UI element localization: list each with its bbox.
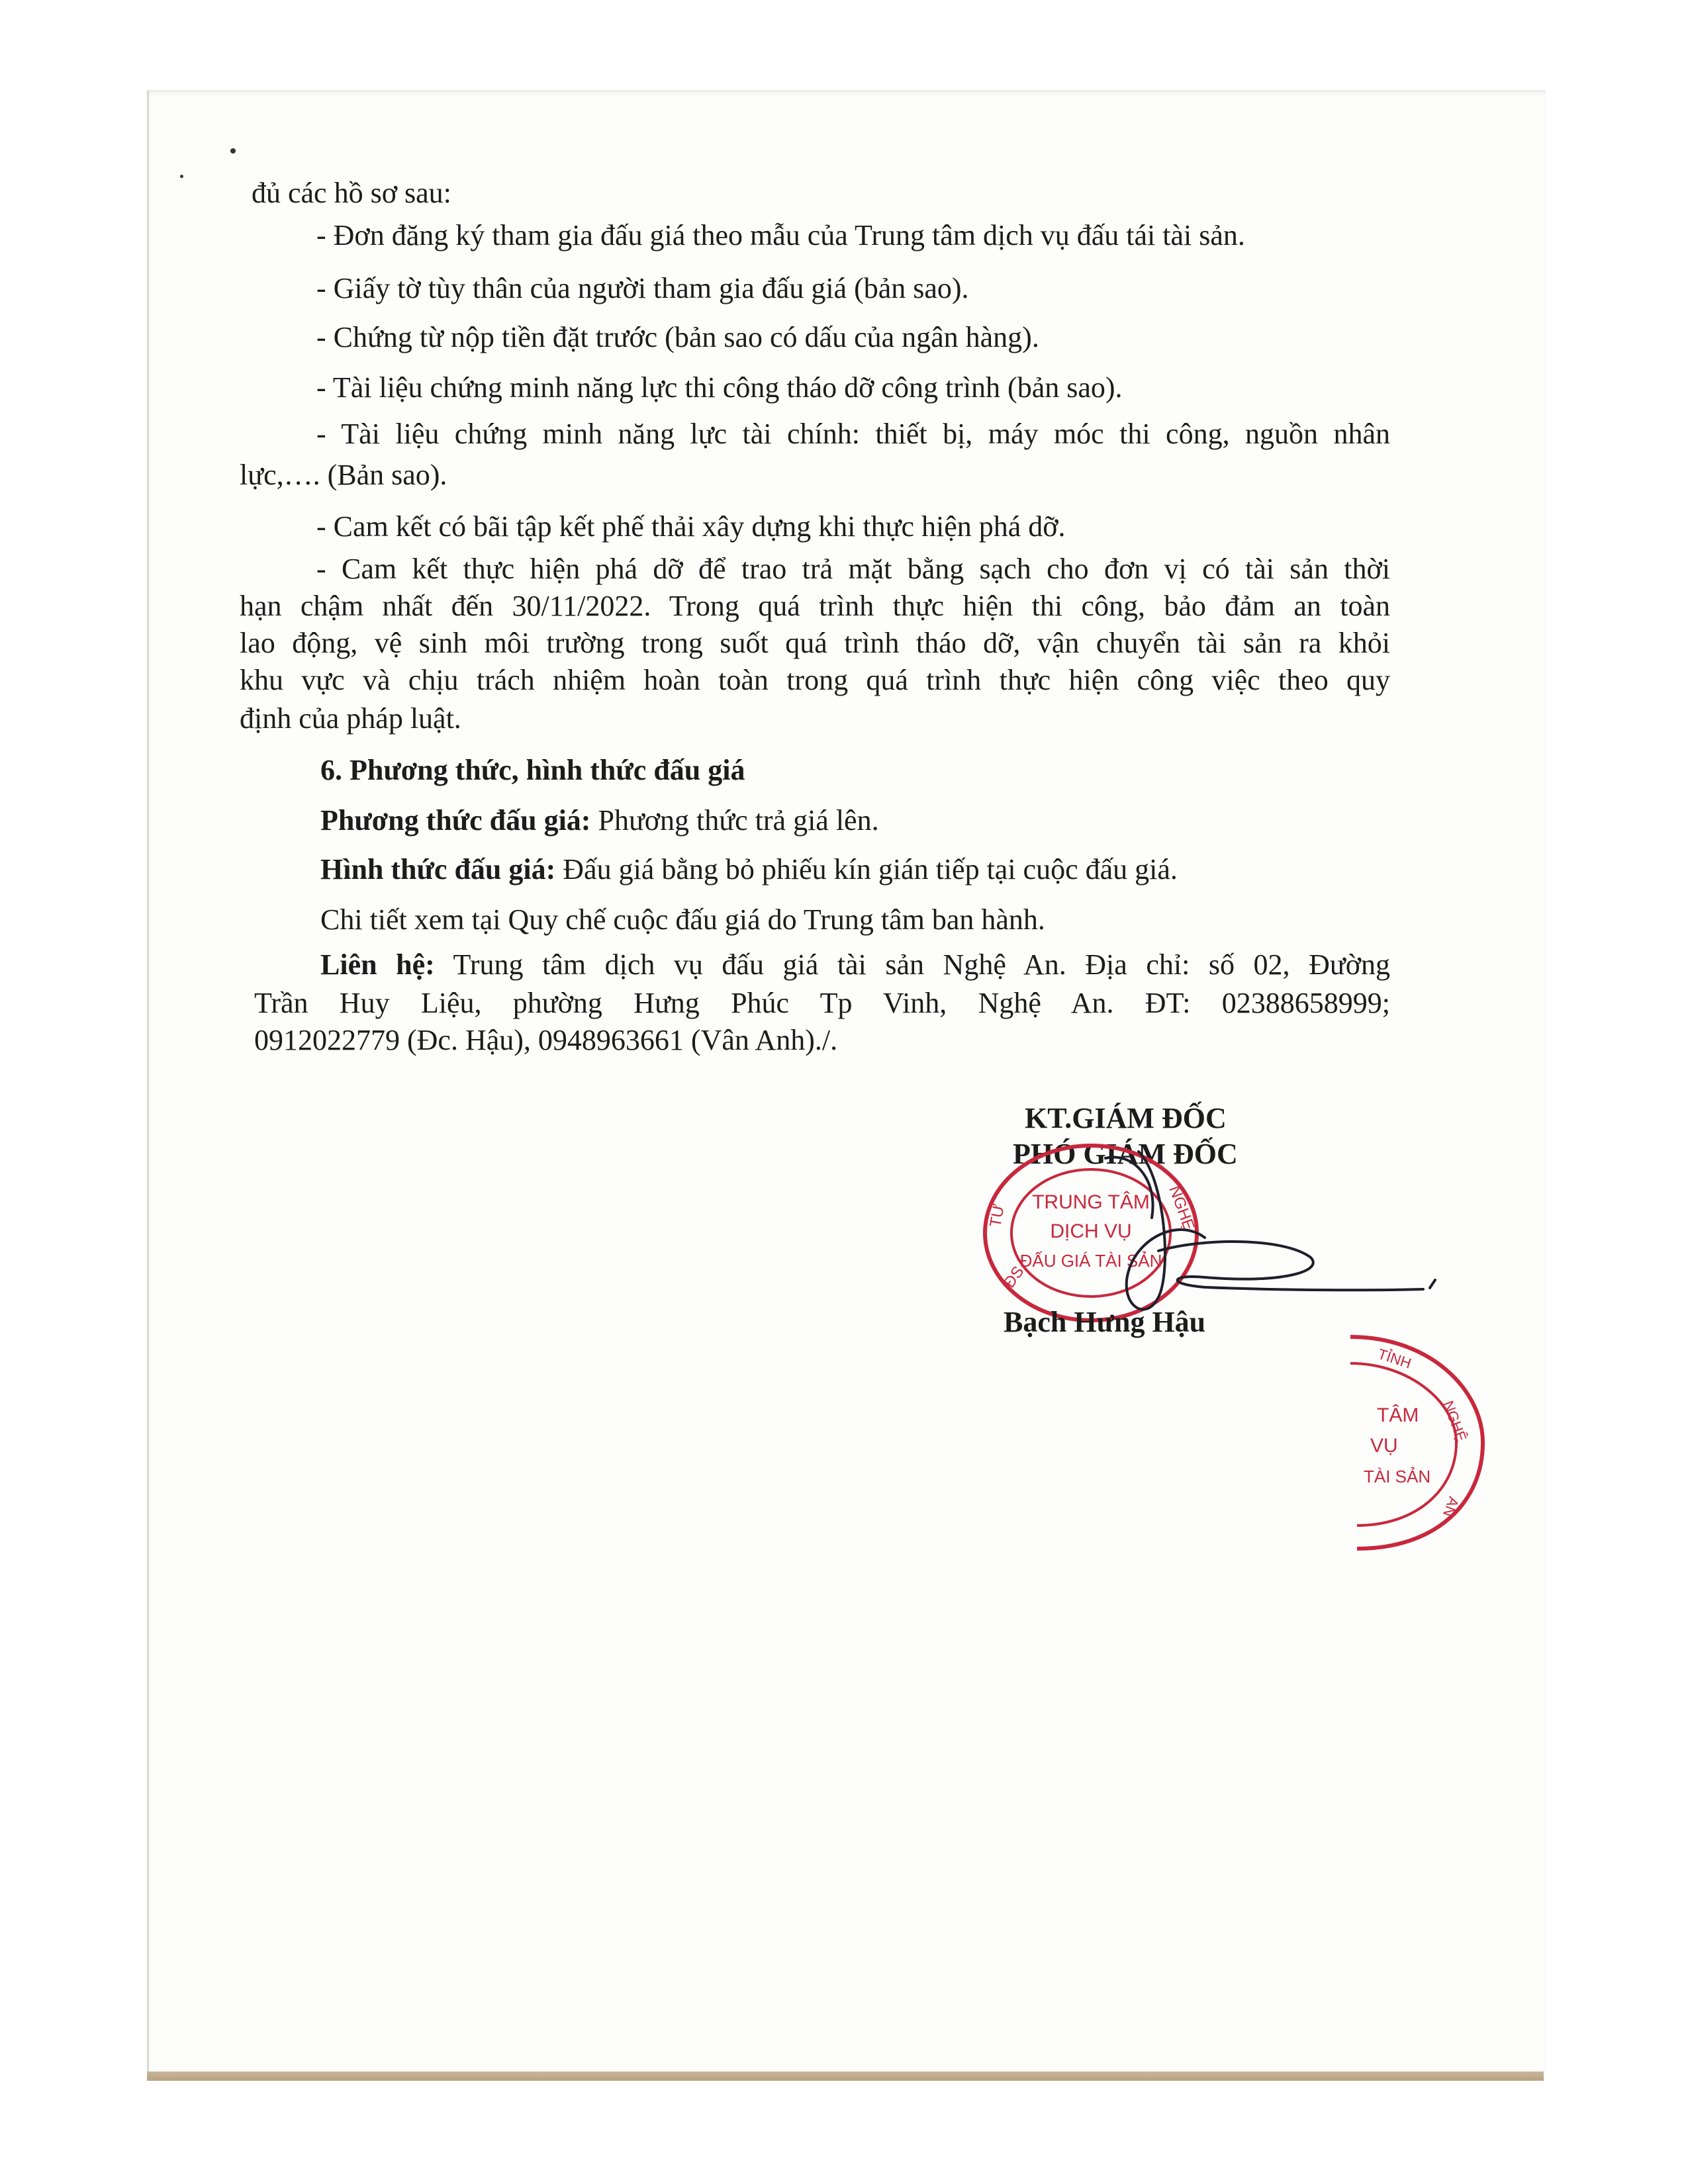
list-item-continued: khu vực và chịu trách nhiệm hoàn toàn trong quá trình thực hiện công việc theo quy	[240, 664, 1390, 696]
auction-form	[320, 852, 1178, 886]
seal-ring-left: TƯ	[986, 1203, 1008, 1229]
seal-ring-bottom: ĐS	[1000, 1263, 1028, 1292]
signature-subtitle: PHÓ GIÁM ĐỐC	[1013, 1138, 1238, 1170]
list-item-continued: hạn chậm nhất đến 30/11/2022. Trong quá trình thực hiện thi công, bảo đảm an toàn	[240, 590, 1390, 622]
partial-seal-ring-top: TỈNH	[1376, 1345, 1413, 1372]
speck	[180, 175, 183, 178]
list-item: - Tài liệu chứng minh năng lực tài chính: thiết bị, máy móc thi công, nguồn nhân	[316, 418, 1390, 450]
list-item: - Tài liệu chứng minh năng lực thi công tháo dỡ công trình (bản sao).	[316, 371, 1123, 404]
partial-seal-ring-right: NGHỆ	[1440, 1398, 1470, 1444]
list-item: - Cam kết có bãi tập kết phế thải xây dựng khi thực hiện phá dỡ.	[316, 510, 1066, 543]
seal-center-line2: DỊCH VỤ	[1050, 1220, 1132, 1242]
list-item: - Giấy tờ tùy thân của người tham gia đấu giá (bản sao).	[316, 272, 969, 304]
contact-line: Trần Huy Liệu, phường Hưng Phúc Tp Vinh, Nghệ An. ĐT: 02388658999;	[254, 987, 1390, 1019]
page-edge	[147, 2071, 1544, 2081]
seal-ring-right: NGHỆ	[1165, 1183, 1198, 1233]
list-item-continued: định của pháp luật.	[240, 702, 461, 735]
contact-label: Liên hệ:	[320, 948, 435, 981]
contact-text: Trung tâm dịch vụ đấu giá tài sản Nghệ An. Địa chỉ: số 02, Đường	[434, 948, 1390, 981]
auction-form-label: Hình thức đấu giá:	[320, 853, 556, 886]
partial-seal-line2: VỤ	[1370, 1435, 1398, 1457]
seal-center-line1: TRUNG TÂM	[1032, 1191, 1150, 1213]
partial-seal-line1: TÂM	[1377, 1404, 1419, 1426]
section-heading: 6. Phương thức, hình thức đấu giá	[320, 754, 745, 786]
auction-form-value: Đấu giá bằng bỏ phiếu kín gián tiếp tại cuộc đấu giá.	[555, 853, 1178, 886]
contact-line: 0912022779 (Đc. Hậu), 0948963661 (Vân Anh)./.	[254, 1024, 838, 1056]
intro-line: đủ các hồ sơ sau:	[252, 177, 451, 209]
signer-name: Bạch Hưng Hậu	[1004, 1306, 1206, 1338]
partial-seal-line3: TÀI SẢN	[1364, 1467, 1431, 1486]
auction-method-label: Phương thức đấu giá:	[320, 804, 591, 837]
list-item: - Chứng từ nộp tiền đặt trước (bản sao có dấu của ngân hàng).	[316, 321, 1039, 353]
auction-details: Chi tiết xem tại Quy chế cuộc đấu giá do Trung tâm ban hành.	[320, 903, 1045, 936]
speck	[230, 148, 236, 154]
partial-seal	[1344, 1330, 1489, 1555]
auction-method-value: Phương thức trả giá lên.	[590, 804, 879, 837]
list-item: - Cam kết thực hiện phá dỡ để trao trả mặt bằng sạch cho đơn vị có tài sản thời	[316, 553, 1390, 585]
seal-center-line3: ĐẤU GIÁ TÀI SẢN	[1019, 1251, 1162, 1271]
list-item-continued: lực,…. (Bản sao).	[240, 459, 447, 491]
partial-seal-ring-bottom: AN	[1439, 1494, 1462, 1520]
list-item-continued: lao động, vệ sinh môi trường trong suốt quá trình tháo dỡ, vận chuyển tài sản ra khỏi	[240, 627, 1390, 659]
list-item: - Đơn đăng ký tham gia đấu giá theo mẫu của Trung tâm dịch vụ đấu tái tài sản.	[316, 219, 1245, 251]
contact-line	[320, 948, 1390, 981]
auction-method	[320, 803, 879, 837]
signature-title: KT.GIÁM ĐỐC	[1025, 1102, 1227, 1134]
